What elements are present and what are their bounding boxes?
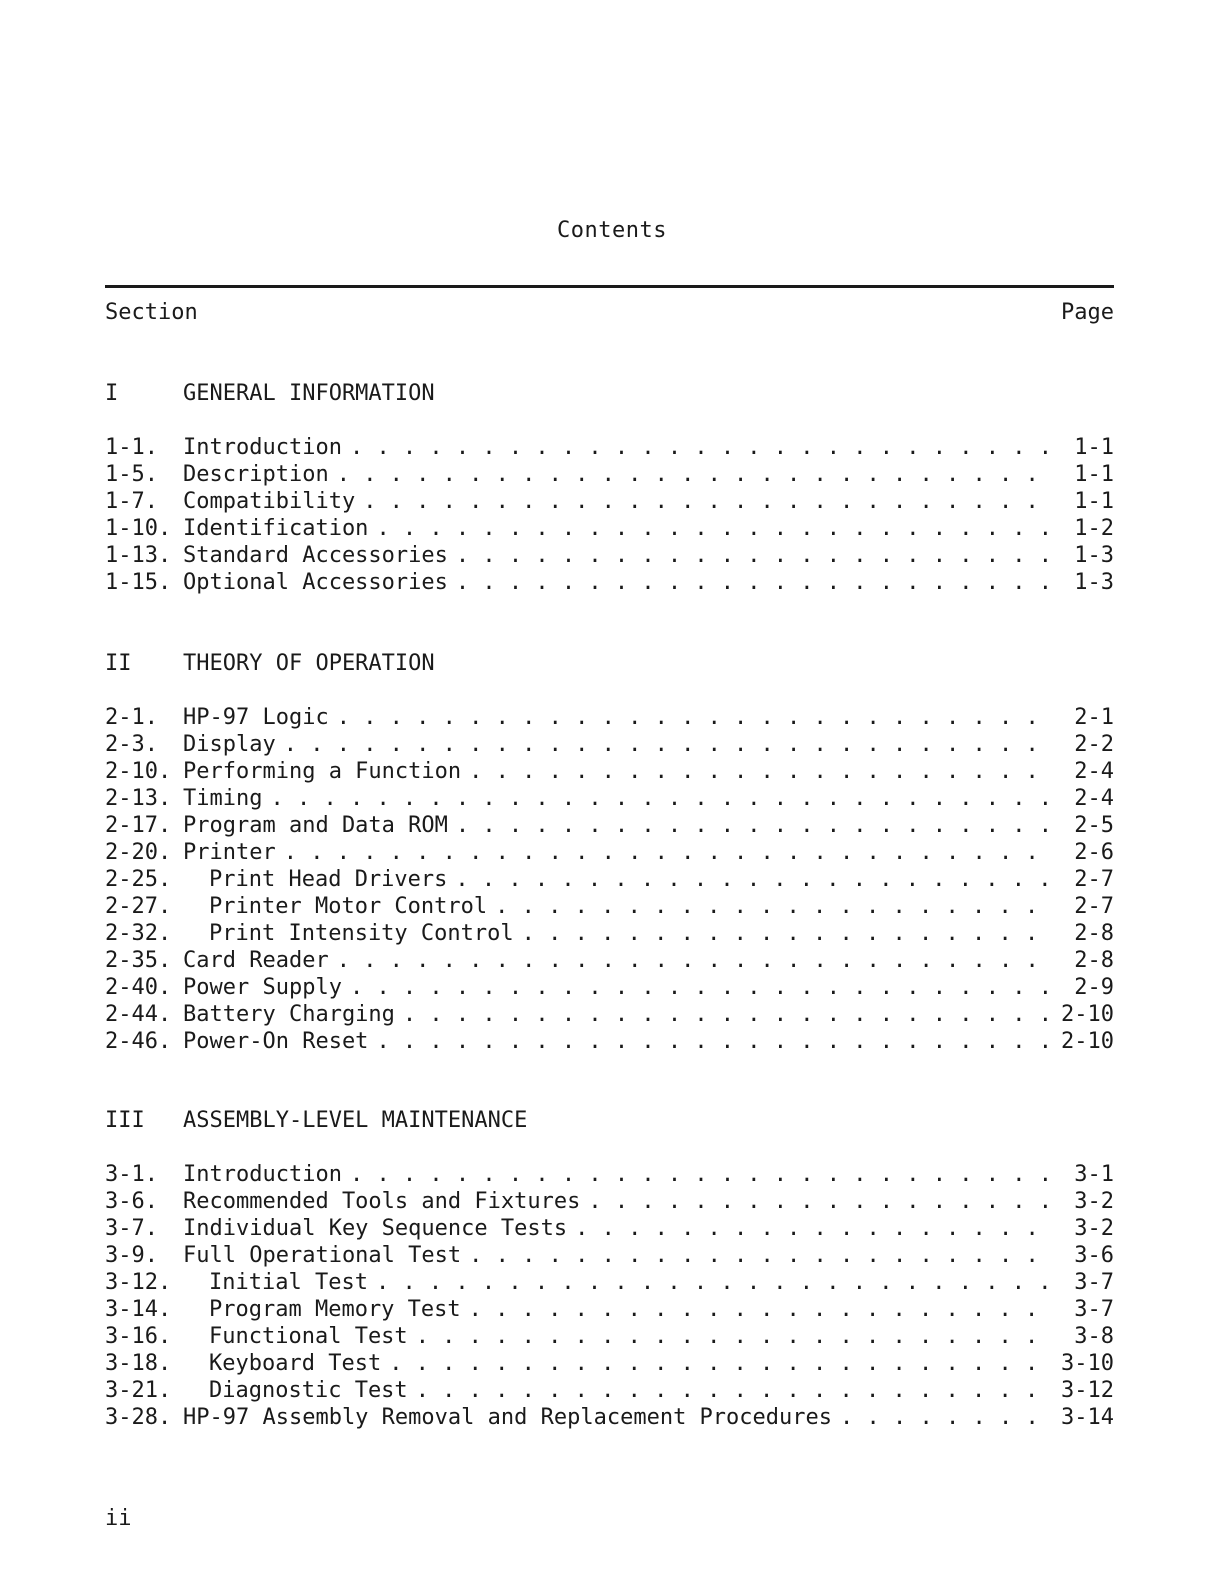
section-column-label: Section	[105, 300, 198, 325]
dot-leader	[284, 839, 1054, 866]
dot-leader	[376, 1269, 1054, 1296]
section-2-entries	[105, 704, 1114, 1055]
section-3-entries	[105, 1161, 1114, 1431]
toc-entry[interactable]: 3-6. Recommended Tools and Fixtures . . . 3-2	[105, 1188, 1114, 1215]
toc-entry[interactable]: 2-10. Performing a Function . . . 2-4	[105, 758, 1114, 785]
dot-leader	[270, 785, 1054, 812]
page-number: ii	[105, 1506, 132, 1531]
dot-leader	[469, 1296, 1054, 1323]
page-column-label: Page	[1061, 300, 1114, 325]
section-title: ASSEMBLY-LEVEL MAINTENANCE	[183, 1108, 528, 1133]
toc-entry[interactable]: 2-44. Battery Charging . . . 2-10	[105, 1001, 1114, 1028]
toc-entry[interactable]: 2-13. Timing . . . 2-4	[105, 785, 1114, 812]
dot-leader	[350, 434, 1054, 461]
section-heading-1	[105, 381, 435, 406]
dot-leader	[456, 812, 1054, 839]
toc-entry[interactable]: 3-28. HP-97 Assembly Removal and Replacement Procedures . . . 3-14	[105, 1404, 1114, 1431]
dot-leader	[337, 461, 1054, 488]
dot-leader	[456, 569, 1054, 596]
dot-leader	[588, 1188, 1054, 1215]
section-number: III	[105, 1108, 145, 1133]
dot-leader	[456, 542, 1054, 569]
toc-entry[interactable]: 1-15. Optional Accessories . . . 1-3	[105, 569, 1114, 596]
dot-leader	[455, 866, 1054, 893]
section-title: GENERAL INFORMATION	[183, 381, 435, 406]
toc-entry[interactable]: 3-9. Full Operational Test . . . 3-6	[105, 1242, 1114, 1269]
section-number: II	[105, 651, 132, 676]
dot-leader	[350, 974, 1054, 1001]
dot-leader	[495, 893, 1054, 920]
toc-entry[interactable]: 1-1. Introduction . . . 1-1	[105, 434, 1114, 461]
toc-entry[interactable]: 2-40. Power Supply . . . 2-9	[105, 974, 1114, 1001]
dot-leader	[403, 1001, 1054, 1028]
toc-entry[interactable]: 1-13. Standard Accessories . . . 1-3	[105, 542, 1114, 569]
dot-leader	[575, 1215, 1054, 1242]
toc-entry[interactable]: 1-5. Description . . . 1-1	[105, 461, 1114, 488]
dot-leader	[416, 1323, 1054, 1350]
dot-leader	[337, 947, 1054, 974]
dot-leader	[284, 731, 1054, 758]
column-headers	[105, 300, 1114, 325]
toc-subentry[interactable]: 3-16. Functional Test . . . 3-8	[105, 1323, 1114, 1350]
toc-entry[interactable]: 2-46. Power-On Reset . . . 2-10	[105, 1028, 1114, 1055]
section-heading-2	[105, 651, 435, 676]
toc-subentry[interactable]: 2-27. Printer Motor Control . . . 2-7	[105, 893, 1114, 920]
dot-leader	[389, 1350, 1054, 1377]
toc-subentry[interactable]: 3-18. Keyboard Test . . . 3-10	[105, 1350, 1114, 1377]
dot-leader	[840, 1404, 1054, 1431]
dot-leader	[376, 515, 1054, 542]
header-rule	[105, 285, 1114, 288]
page-title: Contents	[557, 218, 667, 243]
dot-leader	[416, 1377, 1054, 1404]
toc-entry[interactable]: 1-7. Compatibility . . . 1-1	[105, 488, 1114, 515]
section-number: I	[105, 381, 119, 406]
section-title: THEORY OF OPERATION	[183, 651, 435, 676]
dot-leader	[522, 920, 1054, 947]
toc-entry[interactable]: 2-20. Printer . . . 2-6	[105, 839, 1114, 866]
section-1-entries	[105, 434, 1114, 596]
dot-leader	[376, 1028, 1054, 1055]
toc-subentry[interactable]: 2-32. Print Intensity Control . . . 2-8	[105, 920, 1114, 947]
toc-subentry[interactable]: 3-12. Initial Test . . . 3-7	[105, 1269, 1114, 1296]
section-heading-3	[105, 1108, 527, 1133]
dot-leader	[363, 488, 1054, 515]
toc-subentry[interactable]: 2-25. Print Head Drivers . . . 2-7	[105, 866, 1114, 893]
toc-entry[interactable]: 3-7. Individual Key Sequence Tests . . . 3-2	[105, 1215, 1114, 1242]
dot-leader	[469, 1242, 1054, 1269]
dot-leader	[350, 1161, 1054, 1188]
toc-entry[interactable]: 2-35. Card Reader . . . 2-8	[105, 947, 1114, 974]
toc-entry[interactable]: 2-17. Program and Data ROM . . . 2-5	[105, 812, 1114, 839]
toc-entry[interactable]: 2-3. Display . . . 2-2	[105, 731, 1114, 758]
dot-leader	[469, 758, 1054, 785]
toc-entry[interactable]: 2-1. HP-97 Logic . . . 2-1	[105, 704, 1114, 731]
toc-subentry[interactable]: 3-14. Program Memory Test . . . 3-7	[105, 1296, 1114, 1323]
toc-entry[interactable]: 1-10. Identification . . . 1-2	[105, 515, 1114, 542]
dot-leader	[337, 704, 1054, 731]
toc-subentry[interactable]: 3-21. Diagnostic Test . . . 3-12	[105, 1377, 1114, 1404]
toc-entry[interactable]: 3-1. Introduction . . . 3-1	[105, 1161, 1114, 1188]
